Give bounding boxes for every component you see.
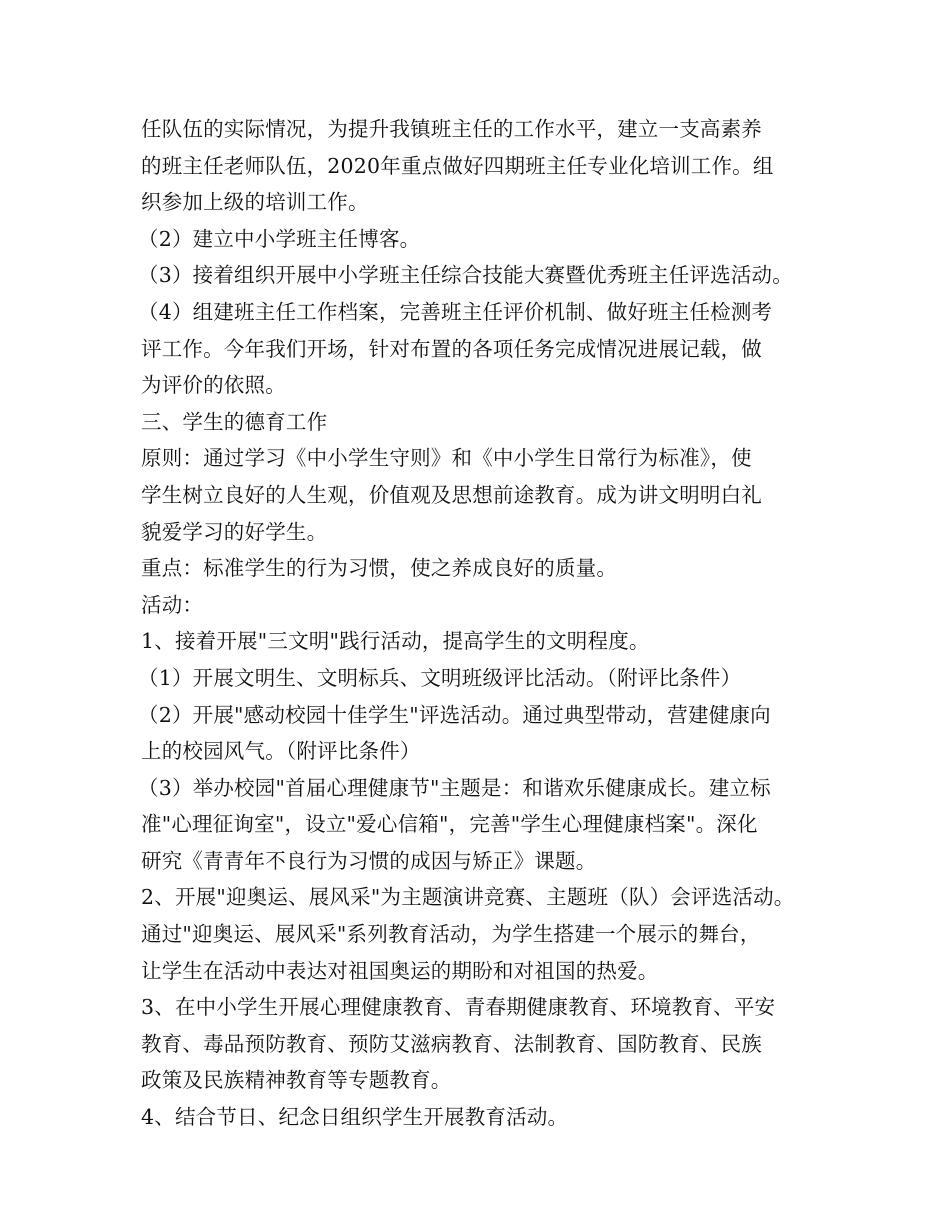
text-line: （1）开展文明生、文明标兵、文明班级评比活动。（附评比条件） — [138, 665, 742, 690]
text-line: 的班主任老师队伍，2020年重点做好四期班主任专业化培训工作。组 — [141, 153, 774, 178]
text-line: 原则：通过学习《中小学生守则》和《中小学生日常行为标准》，使 — [141, 446, 752, 471]
text-line: 貌爱学习的好学生。 — [141, 519, 328, 544]
text-line: 让学生在活动中表达对祖国奥运的期盼和对祖国的热爱。 — [141, 958, 659, 983]
text-line: 为评价的依照。 — [141, 373, 286, 398]
text-line: 2、开展"迎奥运、展风采"为主题演讲竞赛、主题班（队）会评选活动。 — [141, 885, 795, 910]
text-line: 重点：标准学生的行为习惯，使之养成良好的质量。 — [141, 556, 618, 581]
section-heading: 三、学生的德育工作 — [141, 409, 328, 434]
text-line: 3、在中小学生开展心理健康教育、青春期健康教育、环境教育、平安 — [141, 995, 776, 1020]
text-line: 1、接着开展"三文明"践行活动，提高学生的文明程度。 — [141, 629, 650, 654]
text-line: 政策及民族精神教育等专题教育。 — [141, 1068, 452, 1093]
text-line: 4、结合节日、纪念日组织学生开展教育活动。 — [141, 1105, 569, 1130]
text-line: 研究《青青年不良行为习惯的成因与矫正》课题。 — [141, 848, 597, 873]
text-line: （4）组建班主任工作档案，完善班主任评价机制、做好班主任检测考 — [138, 299, 773, 324]
text-line: 教育、毒品预防教育、预防艾滋病教育、法制教育、国防教育、民族 — [141, 1031, 762, 1056]
text-line: 上的校园风气。（附评比条件） — [141, 739, 421, 764]
text-line: 织参加上级的培训工作。 — [141, 190, 369, 215]
text-line: （3）接着组织开展中小学班主任综合技能大赛暨优秀班主任评选活动。 — [138, 263, 793, 288]
text-line: （2）建立中小学班主任博客。 — [138, 226, 421, 251]
text-line: 通过"迎奥运、展风采"系列教育活动，为学生搭建一个展示的舞台， — [141, 922, 761, 947]
text-line: 任队伍的实际情况，为提升我镇班主任的工作水平，建立一支高素养 — [141, 117, 762, 141]
text-line: （3）举办校园"首届心理健康节"主题是：和谐欢乐健康成长。建立标 — [138, 775, 771, 800]
document-body — [138, 111, 831, 1136]
text-line: （2）开展"感动校园十佳学生"评选活动。通过典型带动，营建健康向 — [138, 702, 771, 727]
text-line: 评工作。今年我们开场，针对布置的各项任务完成情况进展记载，做 — [141, 336, 762, 361]
text-line: 学生树立良好的人生观，价值观及思想前途教育。成为讲文明明白礼 — [141, 482, 762, 507]
text-line: 活动： — [141, 592, 204, 617]
text-line: 准"心理征询室"，设立"爱心信箱"，完善"学生心理健康档案"。深化 — [141, 812, 758, 837]
